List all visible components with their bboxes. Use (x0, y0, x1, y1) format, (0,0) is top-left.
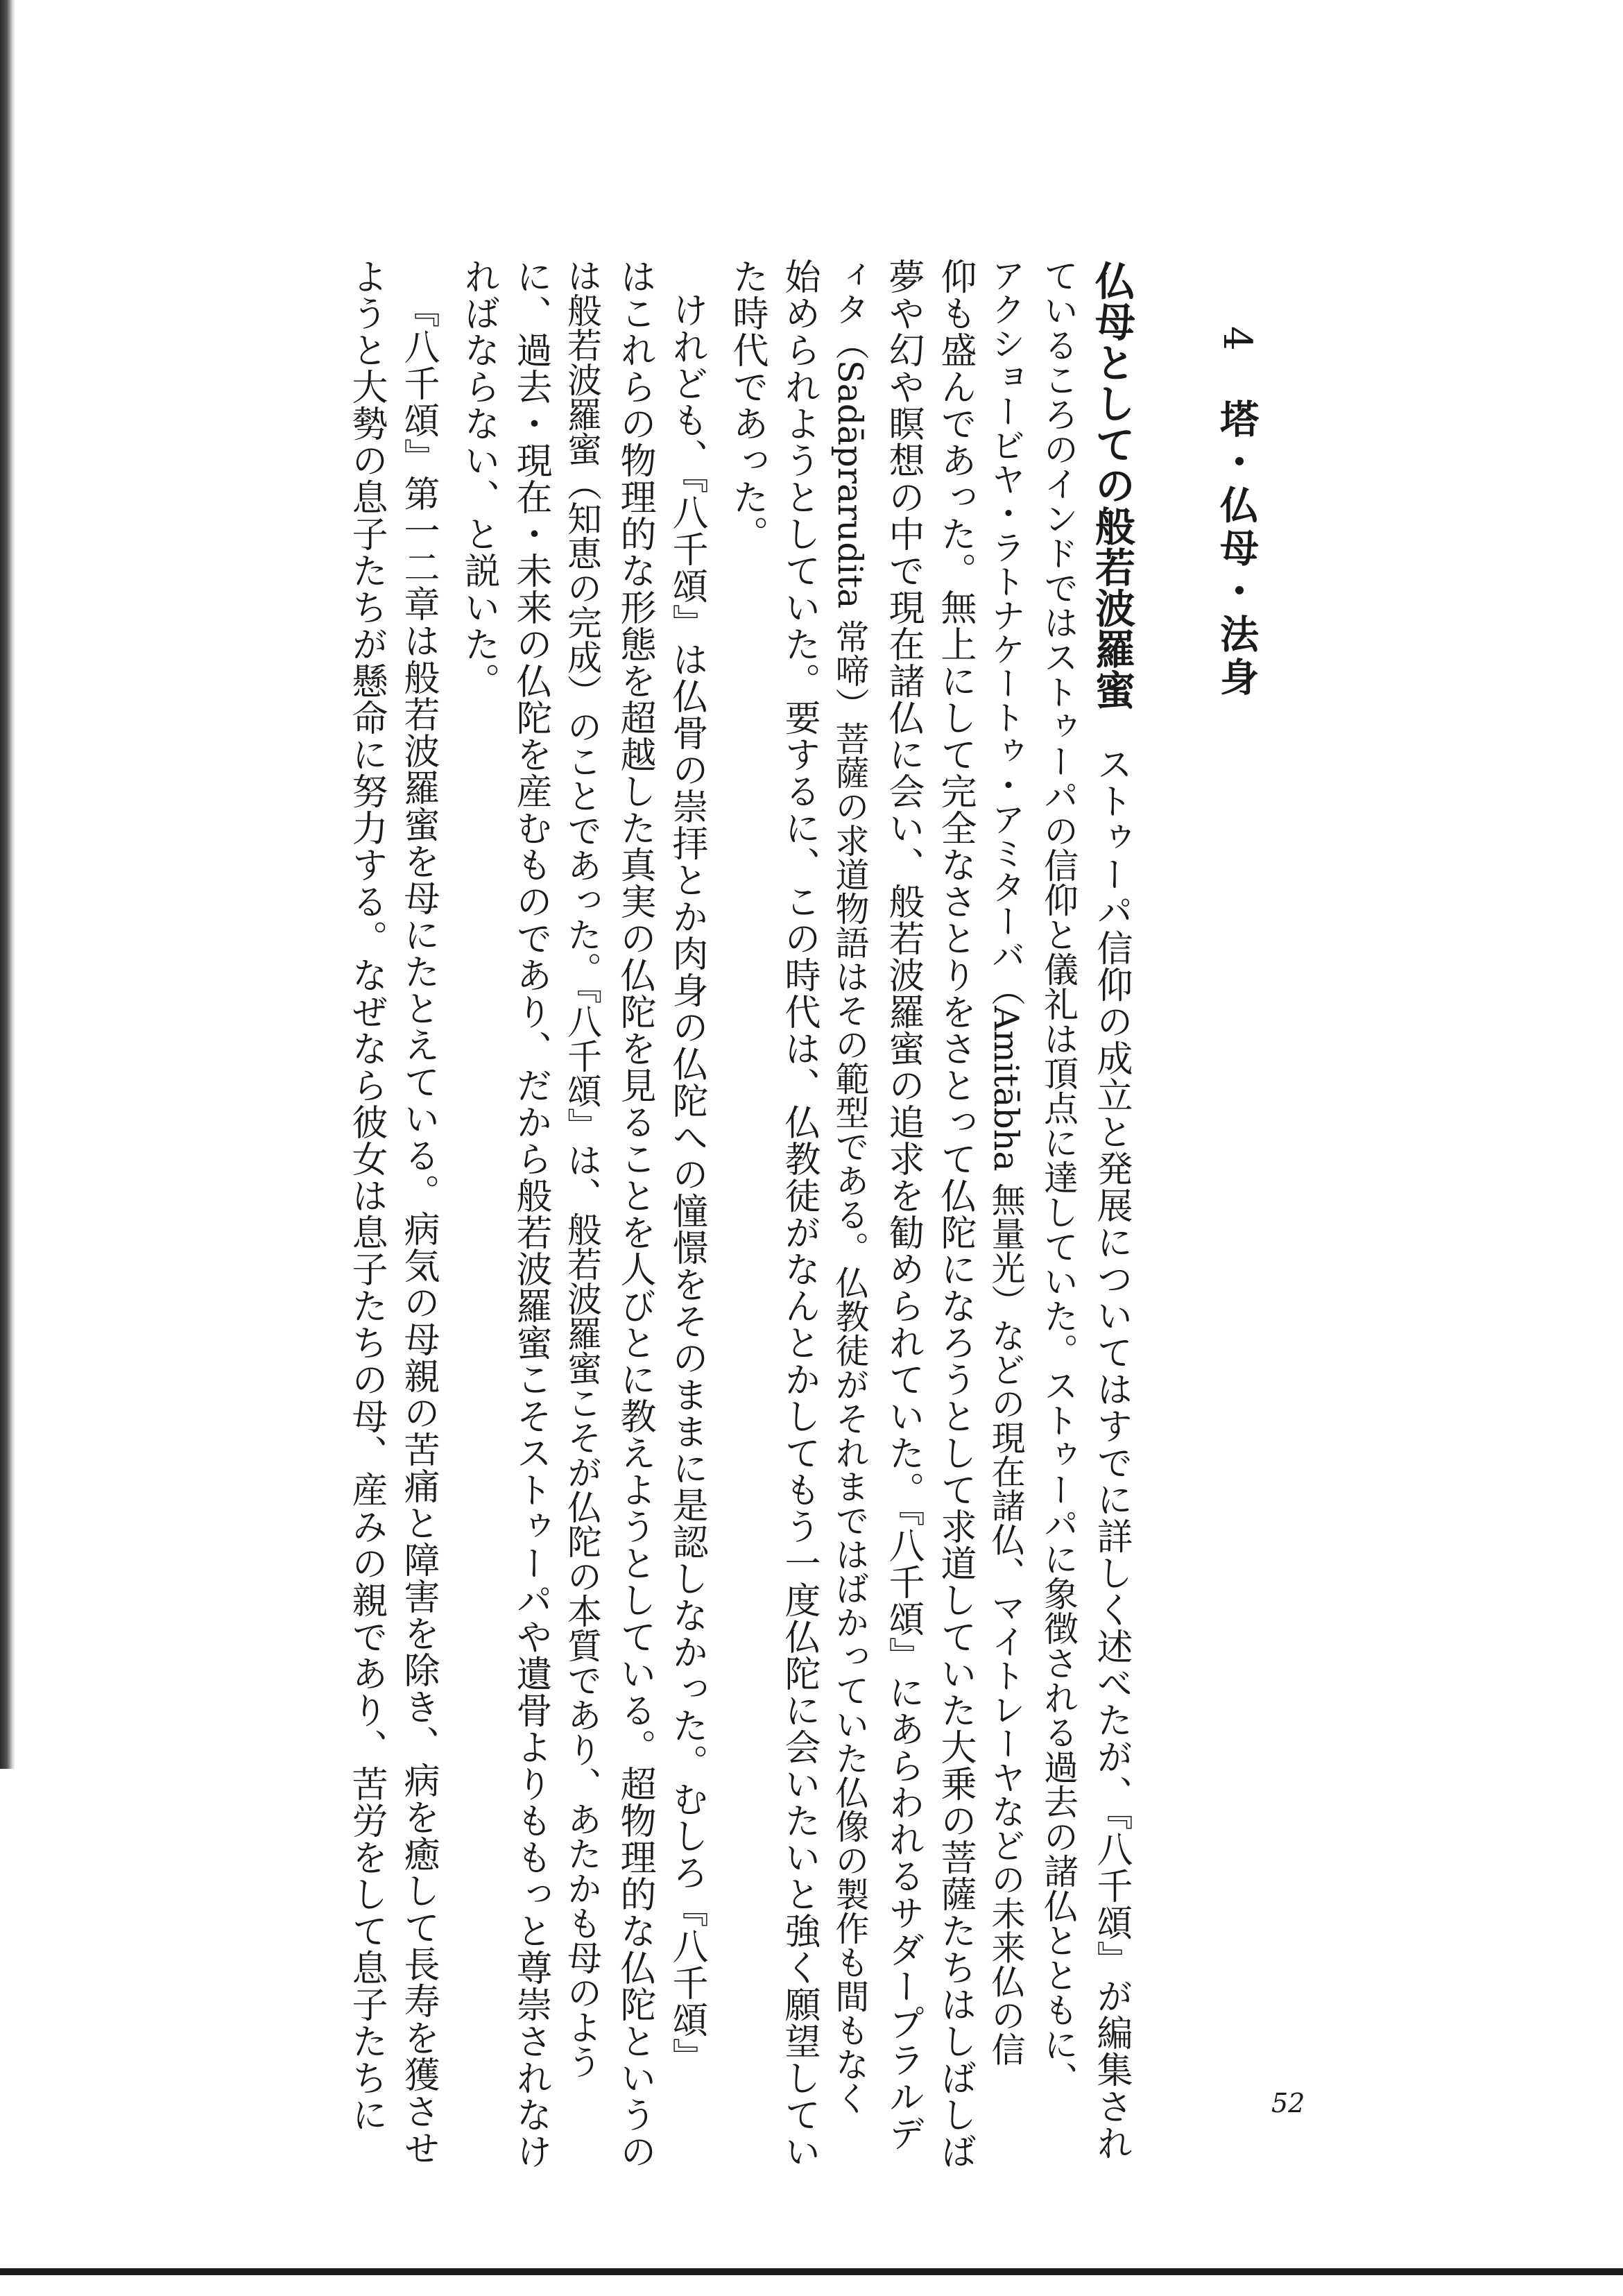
text-line: は般若波羅蜜（知恵の完成）のことであった。『八千頌』は、般若波羅蜜こそが仏陀の本質であり、あたかも母のよう (562, 258, 602, 2079)
section-heading: 仏母としての般若波羅蜜 (1088, 260, 1135, 710)
text-line: 夢や幻や瞑想の中で現在諸仏に会い、般若波羅蜜の追求を勧められていた。『八千頌』にあらわれるサダープラルデ (882, 258, 924, 2152)
text-line: アクショービヤ・ラトナケートゥ・アミターバ（Amitābha 無量光）などの現在諸仏、マイトレーヤなどの未来仏の信 (986, 258, 1026, 2066)
text-line: はこれらの物理的な形態を超越した真実の仏陀を見ることを人びとに教えようとしている。超物理的な仏陀というの (614, 258, 655, 2170)
text-line: 始められようとしていた。要するに、この時代は、仏教徒がなんとかしてもう一度仏陀に会いたいと強く願望してい (778, 258, 820, 2170)
binding-shadow (0, 0, 15, 1769)
text-line: ようと大勢の息子たちが懸命に努力する。なぜなら彼女は息子たちの母、産みの親であり、苦労をして息子たちに (345, 258, 387, 2133)
text-line: ればならない、と説いた。 (458, 258, 499, 699)
page-number: 52 (1271, 2088, 1305, 2118)
chapter-number: 4 (1214, 326, 1260, 351)
text-line: けれども、『八千頌』は仏骨の崇拝とか肉身の仏陀への憧憬をそのままに是認しなかった。むしろ『八千頌』 (666, 291, 707, 2075)
page-bottom-edge (0, 2268, 1623, 2275)
chapter-title: 塔・仏母・法身 (1214, 399, 1260, 700)
text-line: ストゥーパ信仰の成立と発展についてはすでに詳しく述べたが、『八千頌』が編集され (1090, 746, 1132, 2161)
text-line: ているころのインドではストゥーパの信仰と儀礼は頂点に達していた。ストゥーパに象徴される過去の諸仏とともに、 (1038, 258, 1079, 2096)
text-line: 仰も盛んであった。無上にして完全なさとりをさとって仏陀になろうとして求道していた大乗の菩薩たちはしばしば (934, 258, 976, 2170)
text-line: た時代であった。 (726, 258, 768, 552)
text-line: に、過去・現在・未来の仏陀を産むものであり、だから般若波羅蜜こそストゥーパや遺骨よりももっと尊崇されなけ (510, 258, 551, 2170)
text-line: ィタ（Sadāprarudita 常啼）菩薩の求道物語はその範型である。仏教徒がそれまではばかっていた仏像の製作も間もなく (830, 258, 870, 2115)
text-line: 『八千頌』第一二章は般若波羅蜜を母にたとえている。病気の母親の苦痛と障害を除き、病を癒して長寿を獲させ (397, 291, 439, 2166)
